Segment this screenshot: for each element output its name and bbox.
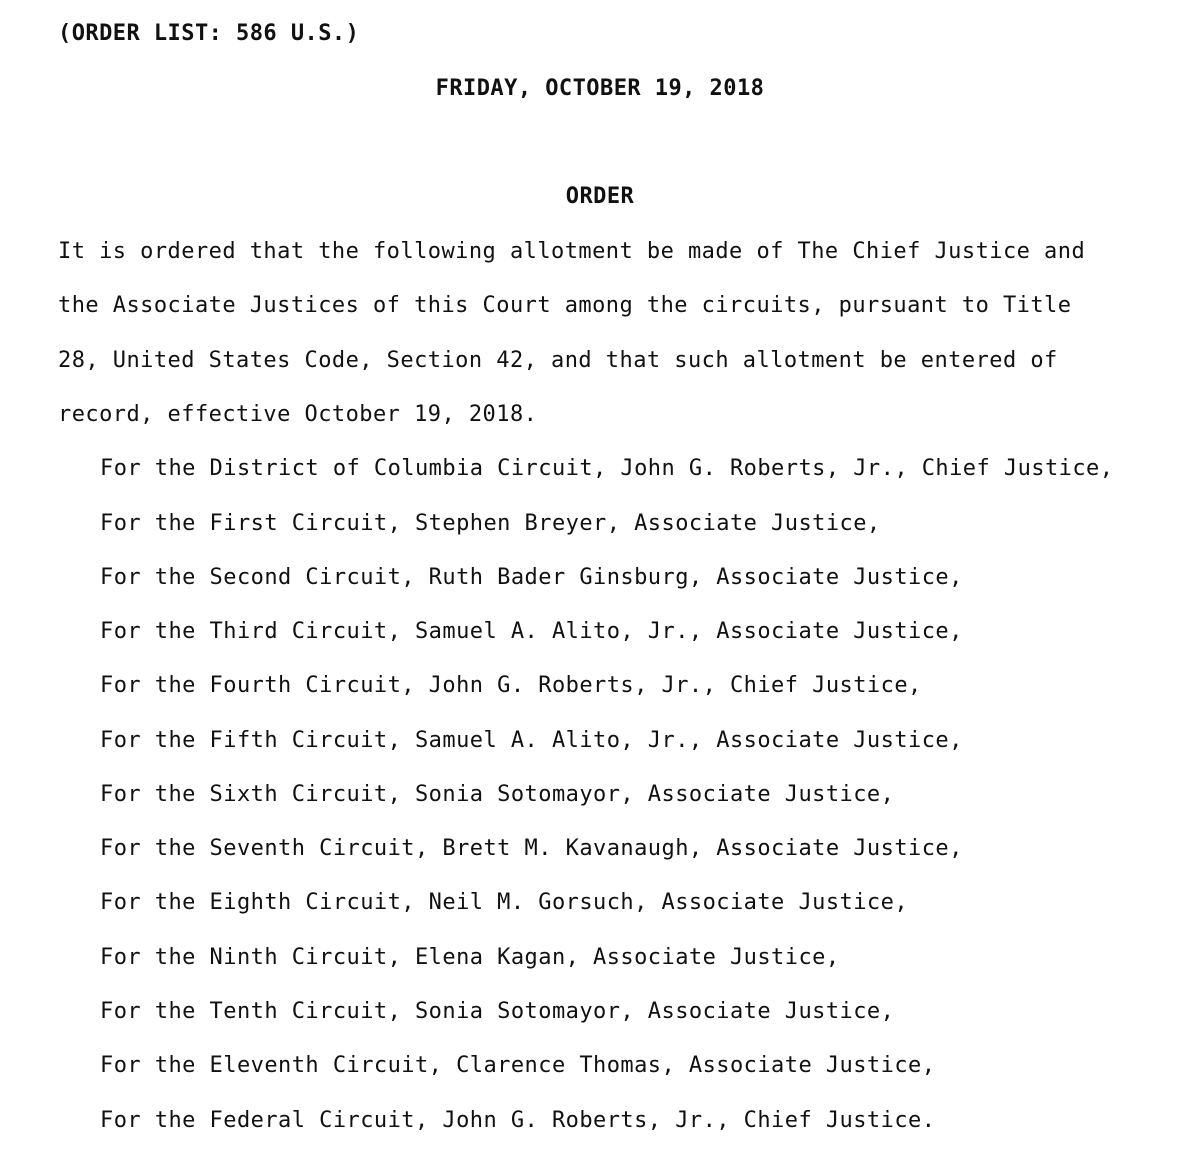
allotment-eighth-circuit: For the Eighth Circuit, Neil M. Gorsuch, Associate Justice, [100, 890, 909, 915]
allotment-third-circuit: For the Third Circuit, Samuel A. Alito, Jr., Associate Justice, [100, 619, 963, 644]
allotment-first-circuit: For the First Circuit, Stephen Breyer, Associate Justice, [100, 511, 881, 536]
order-list-label: (ORDER LIST: 586 U.S.) [58, 21, 360, 46]
allotment-sixth-circuit: For the Sixth Circuit, Sonia Sotomayor, Associate Justice, [100, 782, 895, 807]
allotment-fourth-circuit: For the Fourth Circuit, John G. Roberts, Jr., Chief Justice, [100, 673, 922, 698]
allotment-fifth-circuit: For the Fifth Circuit, Samuel A. Alito, Jr., Associate Justice, [100, 728, 963, 753]
allotment-eleventh-circuit: For the Eleventh Circuit, Clarence Thomas, Associate Justice, [100, 1053, 936, 1078]
allotment-tenth-circuit: For the Tenth Circuit, Sonia Sotomayor, Associate Justice, [100, 999, 895, 1024]
allotment-second-circuit: For the Second Circuit, Ruth Bader Ginsburg, Associate Justice, [100, 565, 963, 590]
allotment-seventh-circuit: For the Seventh Circuit, Brett M. Kavanaugh, Associate Justice, [100, 836, 963, 861]
allotment-federal-circuit: For the Federal Circuit, John G. Roberts, Jr., Chief Justice. [100, 1108, 936, 1133]
paragraph-line: record, effective October 19, 2018. [58, 402, 538, 427]
allotment-ninth-circuit: For the Ninth Circuit, Elena Kagan, Associate Justice, [100, 945, 840, 970]
order-date: FRIDAY, OCTOBER 19, 2018 [435, 76, 765, 101]
paragraph-line: It is ordered that the following allotment be made of The Chief Justice and [58, 239, 1086, 264]
allotment-dc-circuit: For the District of Columbia Circuit, John G. Roberts, Jr., Chief Justice, [100, 456, 1114, 481]
paragraph-line: 28, United States Code, Section 42, and that such allotment be entered of [58, 348, 1058, 373]
paragraph-line: the Associate Justices of this Court among the circuits, pursuant to Title [58, 293, 1072, 318]
order-heading: ORDER [565, 184, 635, 209]
